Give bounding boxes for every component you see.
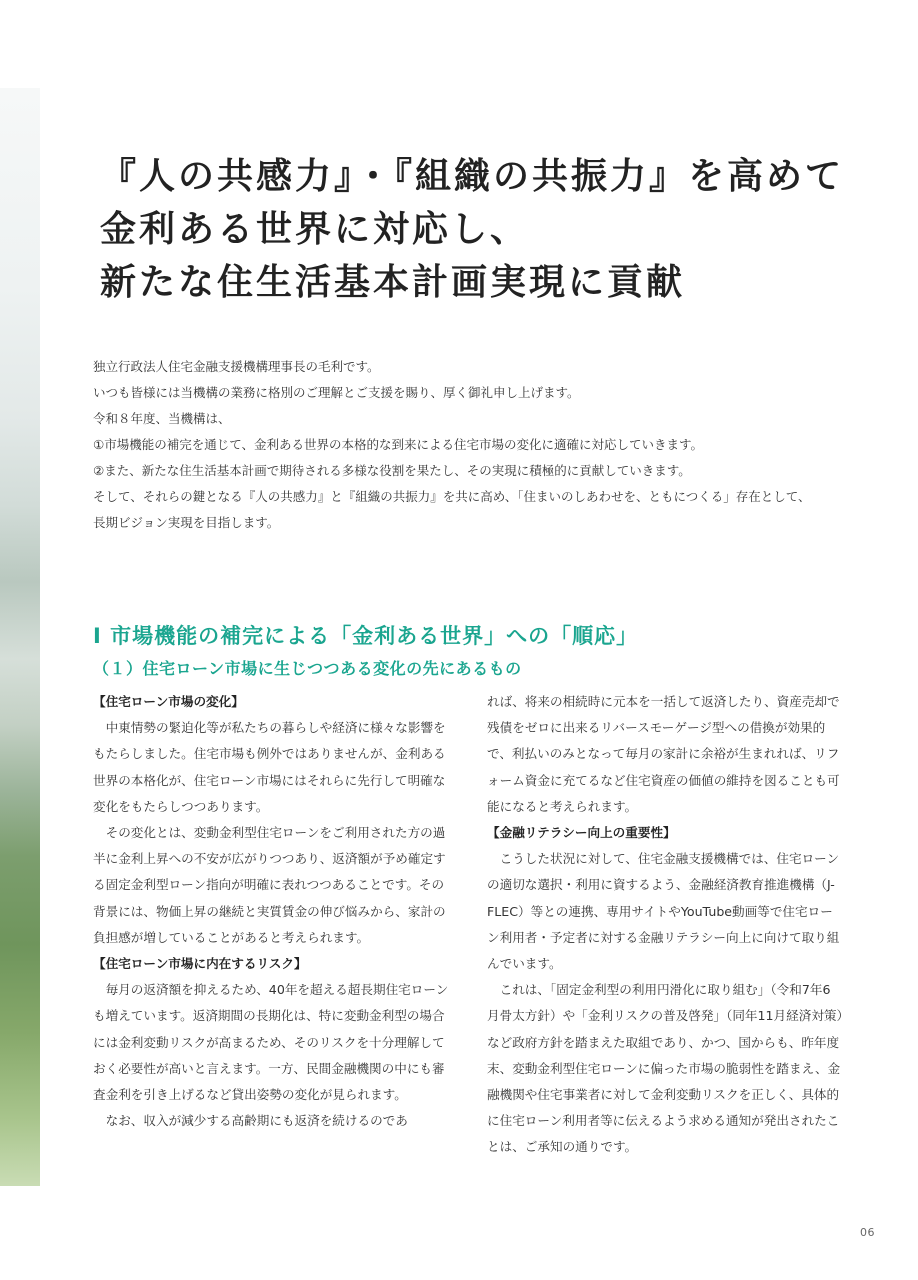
intro-line: いつも皆様には当機構の業務に格別のご理解とご支援を賜り、厚く御礼申し上げます。: [93, 385, 580, 400]
intro-line: 独立行政法人住宅金融支援機構理事長の毛利です。: [93, 359, 380, 374]
title-line-1: 『人の共感力』・『組織の共振力』を高めて: [100, 156, 845, 197]
paragraph-heading: 【金融リテラシー向上の重要性】: [487, 825, 676, 841]
title-line-3: 新たな住生活基本計画実現に貢献: [100, 262, 686, 303]
body-paragraph: なお、収入が減少する高齢期にも返済を続けるのであ: [105, 1113, 408, 1129]
body-paragraph: 中東情勢の緊迫化等が私たちの暮らしや経済に様々な影響をもたらしました。住宅市場も例外ではありませんが、金利ある世界の本格化が、住宅ローン市場にはそれらに先行して明確な変化をもたらしつつあります。: [93, 720, 446, 814]
intro-line: そして、それらの鍵となる『人の共感力』と『組織の共振力』を共に高め、「住まいのしあわせを、ともにつくる」存在として、: [93, 489, 811, 504]
page-number: 06: [860, 1226, 875, 1239]
paragraph-heading: 【住宅ローン市場の変化】: [93, 694, 244, 709]
intro-line: 令和８年度、当機構は、: [93, 411, 231, 426]
body-paragraph: 毎月の返済額を抑えるため、40年を超える超長期住宅ローンも増えています。返済期間の長期化は、特に変動金利型の場合には金利変動リスクが高まるため、そのリスクを十分理解しておく必要性が高いと言えます。一方、民間金融機関の中にも審査金利を引き上げるなど貸出姿勢の変化が見られます。: [93, 982, 449, 1103]
intro-line: 長期ビジョン実現を目指します。: [93, 515, 280, 530]
section-subheading: （１）住宅ローン市場に生じつつある変化の先にあるもの: [93, 659, 522, 678]
intro-line: ①市場機能の補完を通じて、金利ある世界の本格的な到来による住宅市場の変化に適確に対応していきます。: [93, 437, 703, 452]
body-paragraph: こうした状況に対して、住宅金融支援機構では、住宅ローンの適切な選択・利用に資するよう、金融経済教育推進機構（J-FLEC）等との連携、専用サイトやYouTube動画等で住宅ローン利用者・予定者に対する金融リテラシー向上に向けて取り組んでいます。: [487, 851, 840, 972]
section-heading: Ⅰ 市場機能の補完による「金利ある世界」への「順応」: [93, 624, 639, 648]
page-title: [100, 150, 860, 309]
side-photo-strip: [0, 88, 40, 1186]
intro-line: ②また、新たな住生活基本計画で期待される多様な役割を果たし、その実現に積極的に貢献していきます。: [93, 463, 691, 478]
title-line-2: 金利ある世界に対応し、: [100, 209, 530, 250]
intro-paragraph: [93, 354, 853, 536]
body-paragraph: その変化とは、変動金利型住宅ローンをご利用された方の過半に金利上昇への不安が広がりつつあり、返済額が予め確定する固定金利型ローン指向が明確に表れつつあることです。その背景には、物価上昇の継続と実質賃金の伸び悩みから、家計の負担感が増していることがあると考えられます。: [93, 825, 446, 945]
left-column: [93, 689, 449, 1134]
body-paragraph: これは、「固定金利型の利用円滑化に取り組む」（令和7年6月骨太方針）や「金利リスクの普及啓発」（同年11月経済対策）など政府方針を踏まえた取組であり、かつ、国からも、昨年度末、変動金利型住宅ローンに偏った市場の脆弱性を踏まえ、金融機関や住宅事業者に対して金利変動リスクを正しく、具体的に住宅ローン利用者等に伝えるよう求める通知が発出されたことは、ご承知の通りです。: [487, 982, 843, 1155]
right-column: [487, 689, 843, 1161]
paragraph-heading: 【住宅ローン市場に内在するリスク】: [93, 956, 307, 972]
body-paragraph: れば、将来の相続時に元本を一括して返済したり、資産売却で残債をゼロに出来るリバースモーゲージ型への借換が効果的で、利払いのみとなって毎月の家計に余裕が生まれれば、リフォーム資金に充てるなど住宅資産の価値の維持を図ることも可能になると考えられます。: [487, 694, 840, 814]
